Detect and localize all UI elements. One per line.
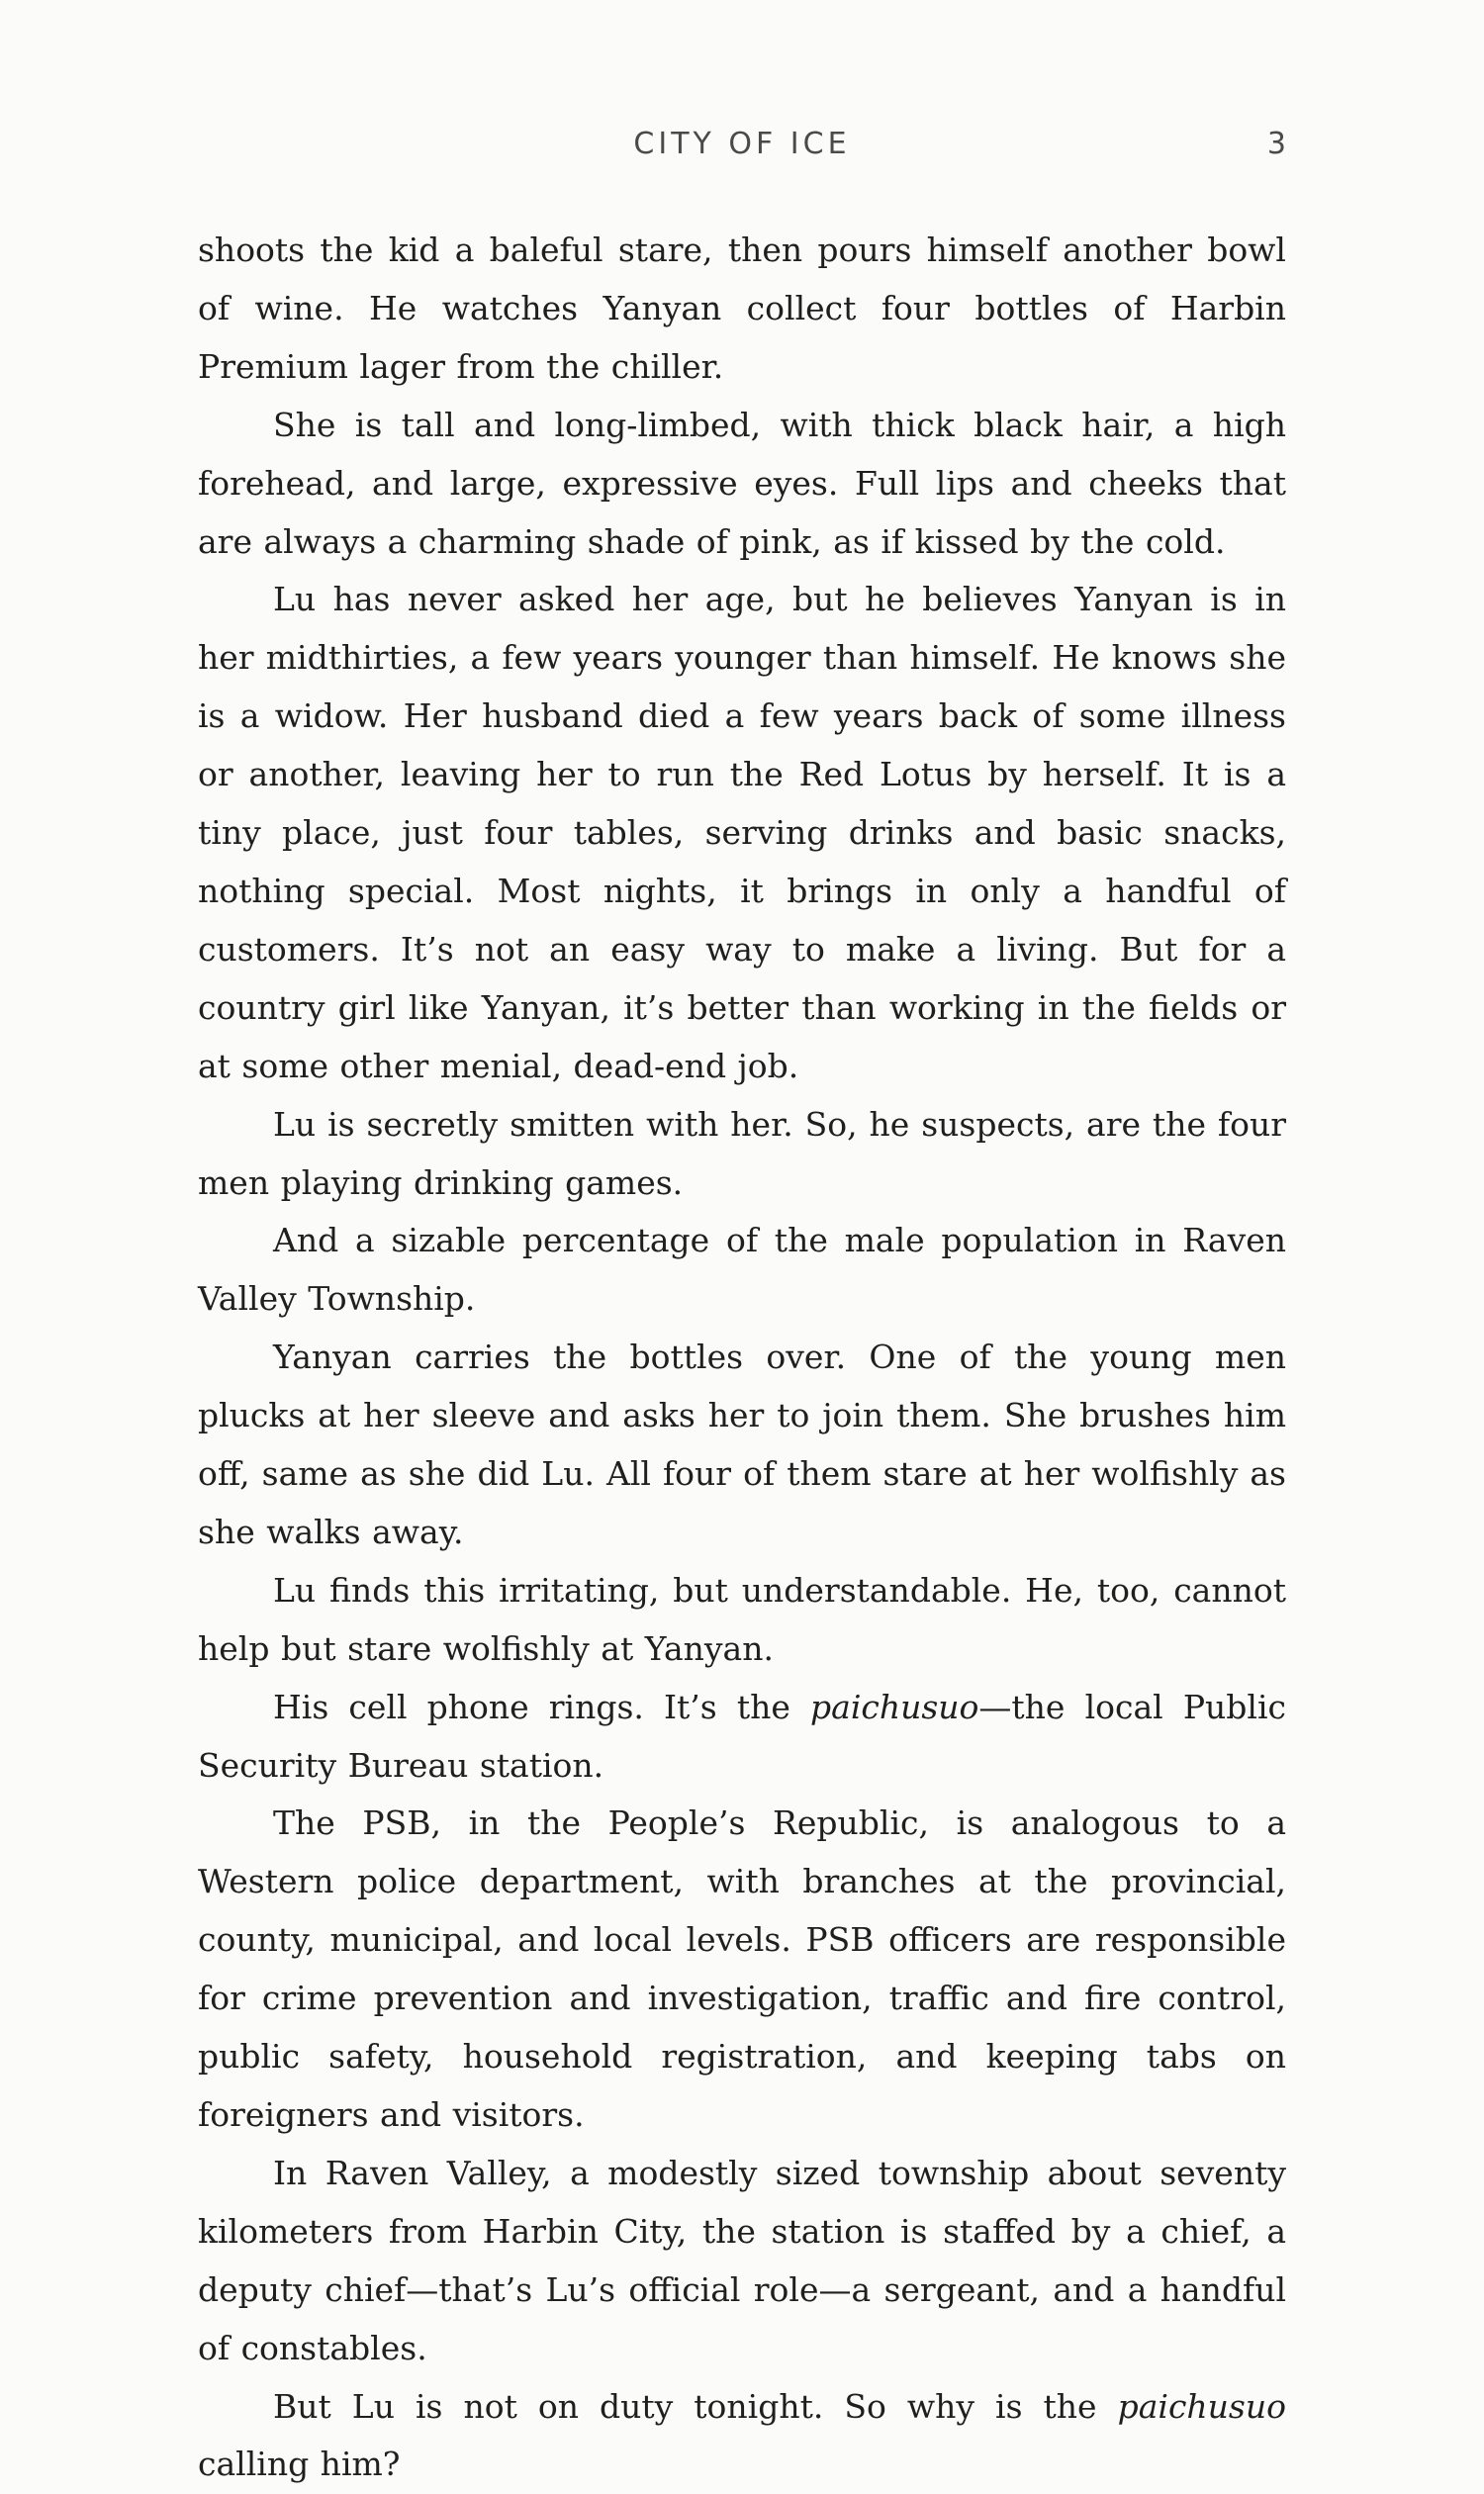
italic-term: paichusuo <box>810 1687 979 1726</box>
paragraph: In Raven Valley, a modestly sized township about seventy kilometers from Harbin City, the station is staffed by a chief, a deputy chief—that’s Lu’s official role—a sergeant, and a handful of constables. <box>198 2153 1286 2367</box>
paragraph <box>198 1679 1286 1796</box>
running-head <box>198 127 1286 170</box>
paragraph-text: calling him? <box>198 2445 401 2484</box>
paragraph-text: His cell phone rings. It’s the <box>273 1687 811 1726</box>
paragraph: Lu finds this irritating, but understandable. He, too, cannot help but stare wolfishly at Yanyan. <box>198 1570 1286 1668</box>
paragraph: She is tall and long-limbed, with thick black hair, a high forehead, and large, expressive eyes. Full lips and cheeks that are always a charming shade of pink, as if kissed by the cold. <box>198 405 1286 561</box>
italic-term: paichusuo <box>1117 2386 1286 2426</box>
paragraph-text: But Lu is not on duty tonight. So why is the <box>273 2386 1118 2426</box>
running-title: CITY OF ICE <box>633 127 851 161</box>
paragraph-text: —the local Public Security Bureau station. <box>198 1687 1286 1785</box>
paragraph <box>198 2378 1286 2494</box>
paragraph: Lu is secretly smitten with her. So, he suspects, are the four men playing drinking games. <box>198 1104 1286 1202</box>
paragraph: The PSB, in the People’s Republic, is analogous to a Western police department, with branches at the provincial, county, municipal, and local levels. PSB officers are responsible for crime prevention and investigation, traffic and fire control, public safety, household registration, and keeping tabs on foreigners and visitors. <box>198 1803 1286 2134</box>
page-number: 3 <box>1266 127 1286 161</box>
paragraph: Lu has never asked her age, but he believes Yanyan is in her midthirties, a few years younger than himself. He knows she is a widow. Her husband died a few years back of some illness or another, leaving her to run the Red Lotus by herself. It is a tiny place, just four tables, serving drinks and basic snacks, nothing special. Most nights, it brings in only a handful of customers. It’s not an easy way to make a living. But for a country girl like Yanyan, it’s better than working in the fields or at some other menial, dead-end job. <box>198 580 1286 1085</box>
paragraph: Yanyan carries the bottles over. One of the young men plucks at her sleeve and asks her to join them. She brushes him off, same as she did Lu. All four of them stare at her wolfishly as she walks away. <box>198 1338 1286 1551</box>
body-text <box>198 222 1286 2494</box>
paragraph: shoots the kid a baleful stare, then pours himself another bowl of wine. He watches Yanyan collect four bottles of Harbin Premium lager from the chiller. <box>198 231 1286 386</box>
paragraph: And a sizable percentage of the male population in Raven Valley Township. <box>198 1221 1286 1319</box>
